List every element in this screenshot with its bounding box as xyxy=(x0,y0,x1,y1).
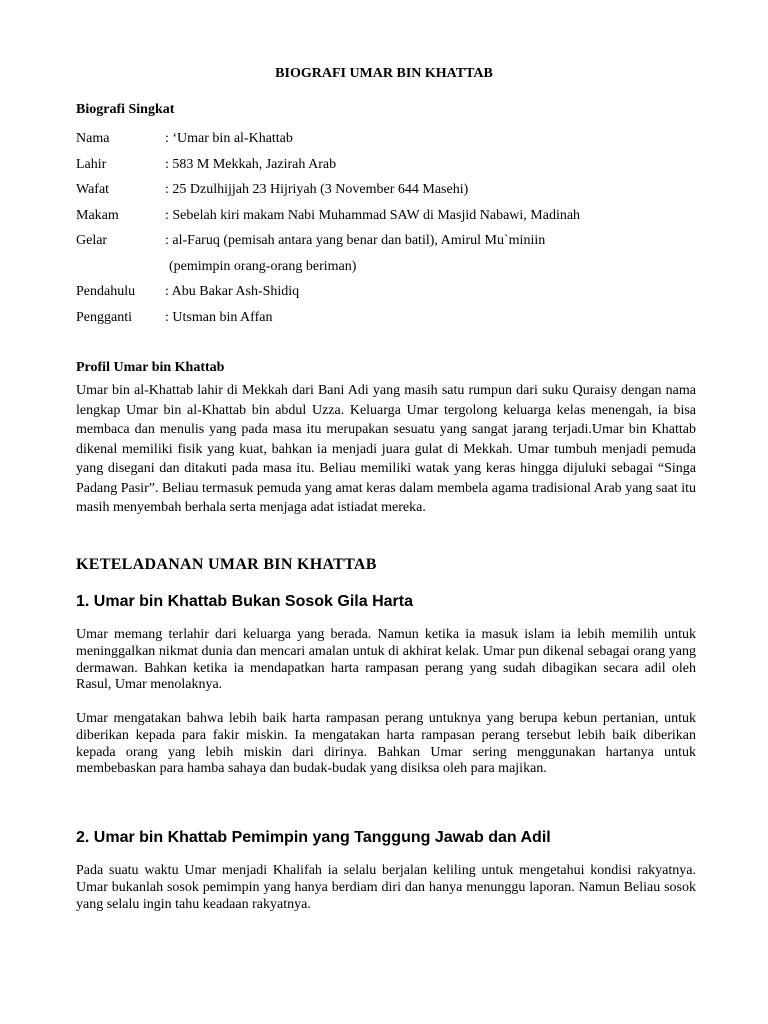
info-label: Lahir xyxy=(76,156,107,172)
info-row-gelar-continued xyxy=(76,258,716,284)
info-value: : Sebelah kiri makam Nabi Muhammad SAW di Masjid Nabawi, Madinah xyxy=(165,207,581,223)
bio-info-table xyxy=(76,130,716,334)
point-1-paragraph-2: Umar mengatakan bahwa lebih baik harta rampasan perang untuknya yang berupa kebun pertanian, untuk diberikan kepada para fakir miskin. Ia mengatakan harta rampasan perang tersebut lebih baik diberikan kepada orang yang lebih miskin dari dirinya. Bahkan Umar sering menggunakan hartanya untuk membebaskan para hamba sahaya dan budak-budak yang disiksa oleh para majikan. xyxy=(76,711,696,777)
point-1-heading: 1. Umar bin Khattab Bukan Sosok Gila Harta xyxy=(76,593,413,610)
info-row-gelar xyxy=(76,232,716,258)
info-row-wafat xyxy=(76,181,716,207)
point-2-heading: 2. Umar bin Khattab Pemimpin yang Tanggung Jawab dan Adil xyxy=(76,829,551,846)
profile-heading: Profil Umar bin Khattab xyxy=(76,360,225,375)
document-title: BIOGRAFI UMAR BIN KHATTAB xyxy=(275,66,493,81)
point-1-paragraph-1: Umar memang terlahir dari keluarga yang berada. Namun ketika ia masuk islam ia lebih memilih untuk meninggalkan nikmat dunia dan mencari amalan untuk di akhirat kelak. Umar pun dikenal sebagai orang yang dermawan. Bahkan ketika ia mendapatkan harta rampasan perang yang sudah dibagikan secara adil oleh Rasul, Umar menolaknya. xyxy=(76,627,696,693)
info-value: : 583 M Mekkah, Jazirah Arab xyxy=(165,156,337,172)
info-label: Pengganti xyxy=(76,309,132,325)
info-row-lahir xyxy=(76,156,716,182)
info-value: (pemimpin orang-orang beriman) xyxy=(169,258,357,274)
info-label: Wafat xyxy=(76,182,110,197)
info-row-makam xyxy=(76,207,716,233)
info-row-pengganti xyxy=(76,309,716,335)
info-value: : al-Faruq (pemisah antara yang benar dan batil), Amirul Mu`miniin xyxy=(165,233,546,248)
exemplary-section-heading: KETELADANAN UMAR BIN KHATTAB xyxy=(76,556,377,573)
info-label: Makam xyxy=(76,207,119,223)
short-bio-heading: Biografi Singkat xyxy=(76,102,175,117)
info-label: Nama xyxy=(76,131,110,146)
info-value: : Abu Bakar Ash-Shidiq xyxy=(165,284,300,299)
info-label: Pendahulu xyxy=(76,284,136,299)
info-row-nama xyxy=(76,130,716,156)
info-value: : ‘Umar bin al-Khattab xyxy=(165,131,293,146)
info-label: Gelar xyxy=(76,233,108,248)
info-row-pendahulu xyxy=(76,283,716,309)
info-value: : Utsman bin Affan xyxy=(165,309,273,325)
info-value: : 25 Dzulhijjah 23 Hijriyah (3 November 644 Masehi) xyxy=(165,182,469,197)
profile-paragraph: Umar bin al-Khattab lahir di Mekkah dari Bani Adi yang masih satu rumpun dari suku Quraisy dengan nama lengkap Umar bin al-Khattab bin abdul Uzza. Keluarga Umar tergolong keluarga kelas menengah, ia bisa membaca dan menulis yang pada masa itu merupakan sesuatu yang sangat jarang terjadi.Umar bin Khattab dikenal memiliki fisik yang kuat, bahkan ia menjadi juara gulat di Mekkah. Umar tumbuh menjadi pemuda yang disegani dan ditakuti pada masa itu. Beliau memiliki watak yang keras hingga dijuluki sebagai “Singa Padang Pasir”. Beliau termasuk pemuda yang amat keras dalam membela agama tradisional Arab yang saat itu masih menyembah berhala serta menjaga adat istiadat mereka. xyxy=(76,383,696,515)
point-2-paragraph-1: Pada suatu waktu Umar menjadi Khalifah ia selalu berjalan keliling untuk mengetahui kondisi rakyatnya. Umar bukanlah sosok pemimpin yang hanya berdiam diri dan hanya menunggu laporan. Namun Beliau sosok yang selalu ingin tahu keadaan rakyatnya. xyxy=(76,863,696,912)
